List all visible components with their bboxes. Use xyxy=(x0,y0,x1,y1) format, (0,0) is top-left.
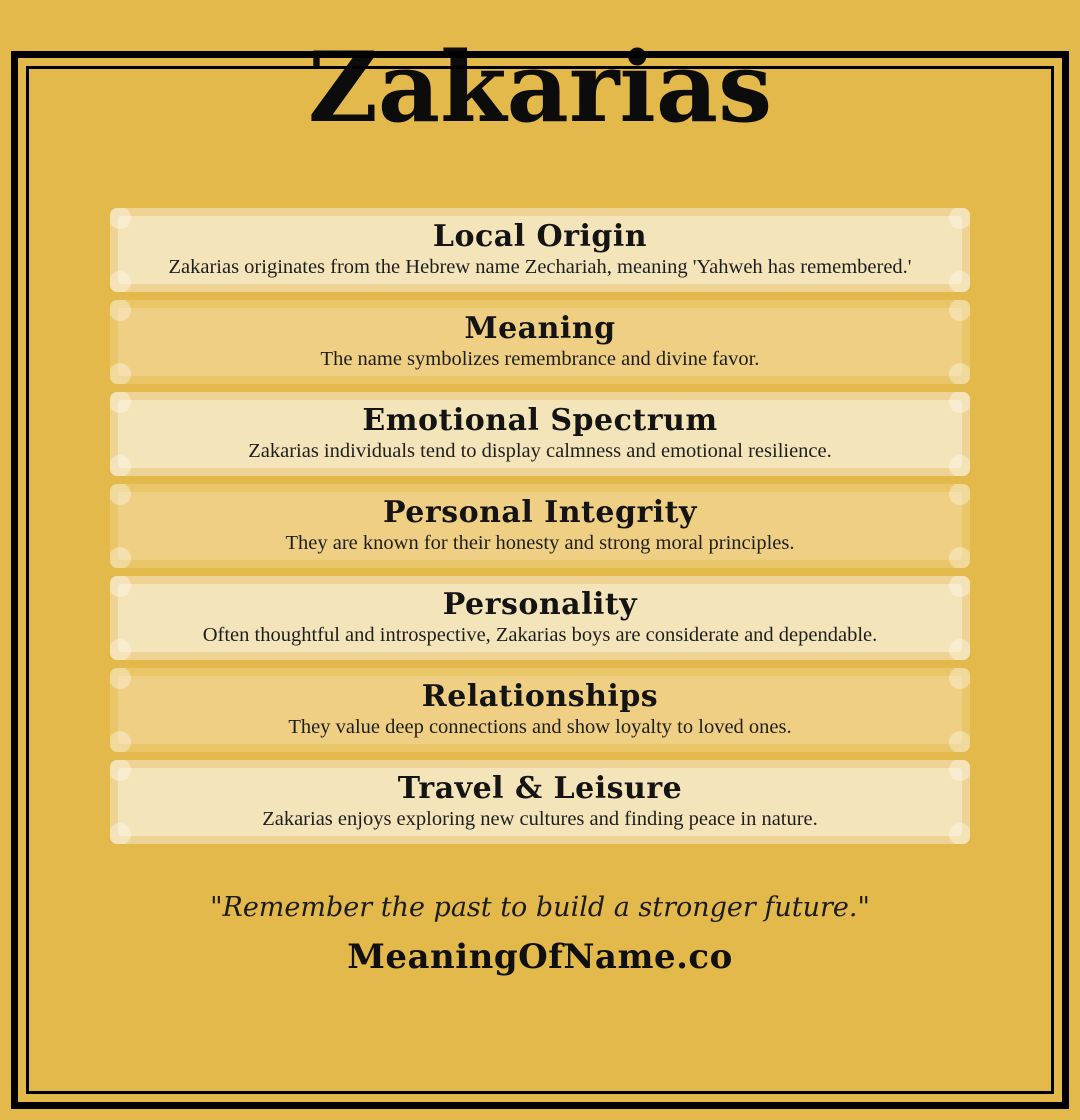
corner-dot-icon xyxy=(949,271,970,292)
corner-dot-icon xyxy=(110,455,131,476)
section-card-emotional-spectrum xyxy=(110,392,970,476)
section-card-inner xyxy=(118,768,962,836)
section-card-travel-leisure xyxy=(110,760,970,844)
corner-dot-icon xyxy=(949,363,970,384)
section-card-inner xyxy=(118,676,962,744)
corner-dot-icon xyxy=(949,392,970,413)
section-heading: Personal Integrity xyxy=(383,495,697,530)
section-card-inner xyxy=(118,584,962,652)
section-card-personality xyxy=(110,576,970,660)
corner-dot-icon xyxy=(110,547,131,568)
corner-dot-icon xyxy=(949,576,970,597)
section-card-inner xyxy=(118,216,962,284)
section-body: Zakarias originates from the Hebrew name Zechariah, meaning 'Yahweh has remembered.' xyxy=(168,256,912,279)
corner-dot-icon xyxy=(949,731,970,752)
section-card-personal-integrity xyxy=(110,484,970,568)
page-title: Zakarias xyxy=(307,31,773,144)
section-list xyxy=(110,208,970,844)
brand-name: MeaningOfName.co xyxy=(347,937,733,978)
section-heading: Local Origin xyxy=(432,219,648,254)
corner-dot-icon xyxy=(949,760,970,781)
section-heading: Travel & Leisure xyxy=(397,771,683,806)
corner-dot-icon xyxy=(949,455,970,476)
corner-dot-icon xyxy=(949,823,970,844)
corner-dot-icon xyxy=(110,639,131,660)
section-card-inner xyxy=(118,400,962,468)
corner-dot-icon xyxy=(949,208,970,229)
section-body: They are known for their honesty and strong moral principles. xyxy=(285,532,795,555)
corner-dot-icon xyxy=(949,668,970,689)
section-body: Zakarias individuals tend to display calmness and emotional resilience. xyxy=(248,440,832,463)
corner-dot-icon xyxy=(949,547,970,568)
section-card-meaning xyxy=(110,300,970,384)
corner-dot-icon xyxy=(110,363,131,384)
section-heading: Personality xyxy=(442,587,638,622)
section-body: They value deep connections and show loyalty to loved ones. xyxy=(288,716,792,739)
section-heading: Emotional Spectrum xyxy=(362,403,718,438)
section-heading: Meaning xyxy=(464,311,616,346)
section-card-inner xyxy=(118,492,962,560)
corner-dot-icon xyxy=(949,639,970,660)
section-body: Zakarias enjoys exploring new cultures and finding peace in nature. xyxy=(262,808,818,831)
section-card-inner xyxy=(118,308,962,376)
section-body: The name symbolizes remembrance and divine favor. xyxy=(320,348,760,371)
footer-quote: "Remember the past to build a stronger future." xyxy=(210,892,870,923)
section-heading: Relationships xyxy=(421,679,659,714)
corner-dot-icon xyxy=(110,823,131,844)
corner-dot-icon xyxy=(949,300,970,321)
section-body: Often thoughtful and introspective, Zakarias boys are considerate and dependable. xyxy=(202,624,878,647)
section-card-local-origin xyxy=(110,208,970,292)
corner-dot-icon xyxy=(949,484,970,505)
corner-dot-icon xyxy=(110,271,131,292)
corner-dot-icon xyxy=(110,731,131,752)
section-card-relationships xyxy=(110,668,970,752)
